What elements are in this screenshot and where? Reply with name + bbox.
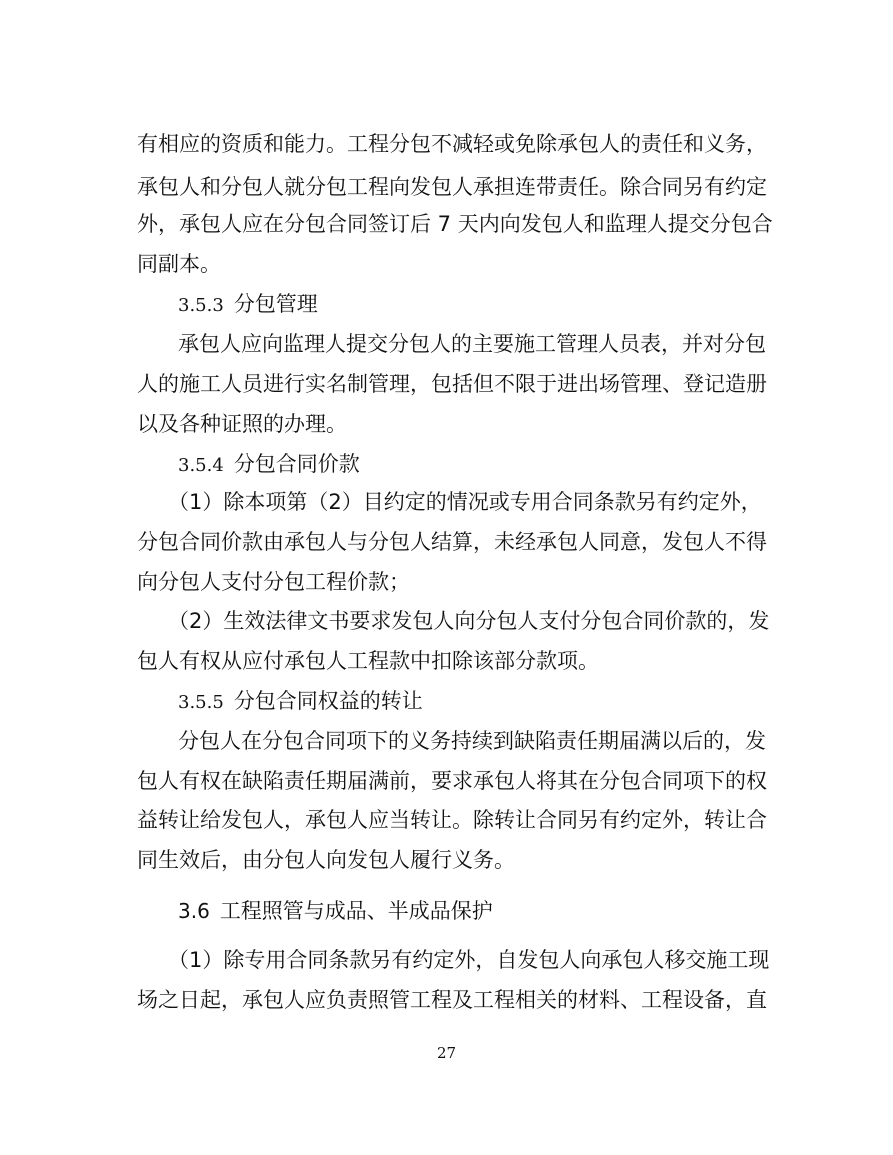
text-line: 场之日起，承包人应负责照管工程及工程相关的材料、工程设备，直 xyxy=(137,988,767,1012)
text-line: （1）除专用合同条款另有约定外，自发包人向承包人移交施工现 xyxy=(168,948,770,972)
text-line: （1）除本项第（2）目约定的情况或专用合同条款另有约定外， xyxy=(168,490,762,514)
section-title: 工程照管与成品、半成品保护 xyxy=(219,899,493,923)
section-heading-3-6 xyxy=(178,897,493,925)
section-number: 3.6 xyxy=(178,899,210,923)
text-line: 同生效后，由分包人向发包人履行义务。 xyxy=(137,848,515,872)
text-line: 以及各种证照的办理。 xyxy=(137,412,347,436)
section-title: 分包合同价款 xyxy=(233,452,360,476)
text-line: 分包合同价款由承包人与分包人结算，未经承包人同意，发包人不得 xyxy=(137,530,767,554)
section-heading-3-5-5 xyxy=(178,687,423,717)
section-heading-3-5-4 xyxy=(178,450,360,480)
text-line: 向分包人支付分包工程价款； xyxy=(137,570,410,594)
text-line: 包人有权在缺陷责任期届满前，要求承包人将其在分包合同项下的权 xyxy=(137,769,767,793)
text-line: （2）生效法律文书要求发包人向分包人支付分包合同价款的，发 xyxy=(168,609,770,633)
text-line: 承包人和分包人就分包工程向发包人承担连带责任。除合同另有约定 xyxy=(137,175,767,199)
section-number: 3.5.4 xyxy=(178,455,224,476)
text-line: 人的施工人员进行实名制管理，包括但不限于进出场管理、登记造册 xyxy=(137,372,767,396)
section-number: 3.5.3 xyxy=(178,295,224,316)
section-title: 分包合同权益的转让 xyxy=(233,689,423,713)
text-line: 益转让给发包人，承包人应当转让。除转让合同另有约定外，转让合 xyxy=(137,808,767,832)
text-line: 分包人在分包合同项下的义务持续到缺陷责任期届满以后的，发 xyxy=(178,729,766,753)
text-line: 承包人应向监理人提交分包人的主要施工管理人员表，并对分包 xyxy=(178,332,766,356)
text-line: 同副本。 xyxy=(137,252,221,276)
section-heading-3-5-3 xyxy=(178,290,318,320)
page-number: 27 xyxy=(436,1044,457,1062)
text-line: 有相应的资质和能力。工程分包不减轻或免除承包人的责任和义务， xyxy=(137,132,767,156)
text-line: 外，承包人应在分包合同签订后 7 天内向发包人和监理人提交分包合 xyxy=(137,212,773,236)
section-number: 3.5.5 xyxy=(178,692,224,713)
section-title: 分包管理 xyxy=(233,292,318,316)
text-line: 包人有权从应付承包人工程款中扣除该部分款项。 xyxy=(137,649,599,673)
